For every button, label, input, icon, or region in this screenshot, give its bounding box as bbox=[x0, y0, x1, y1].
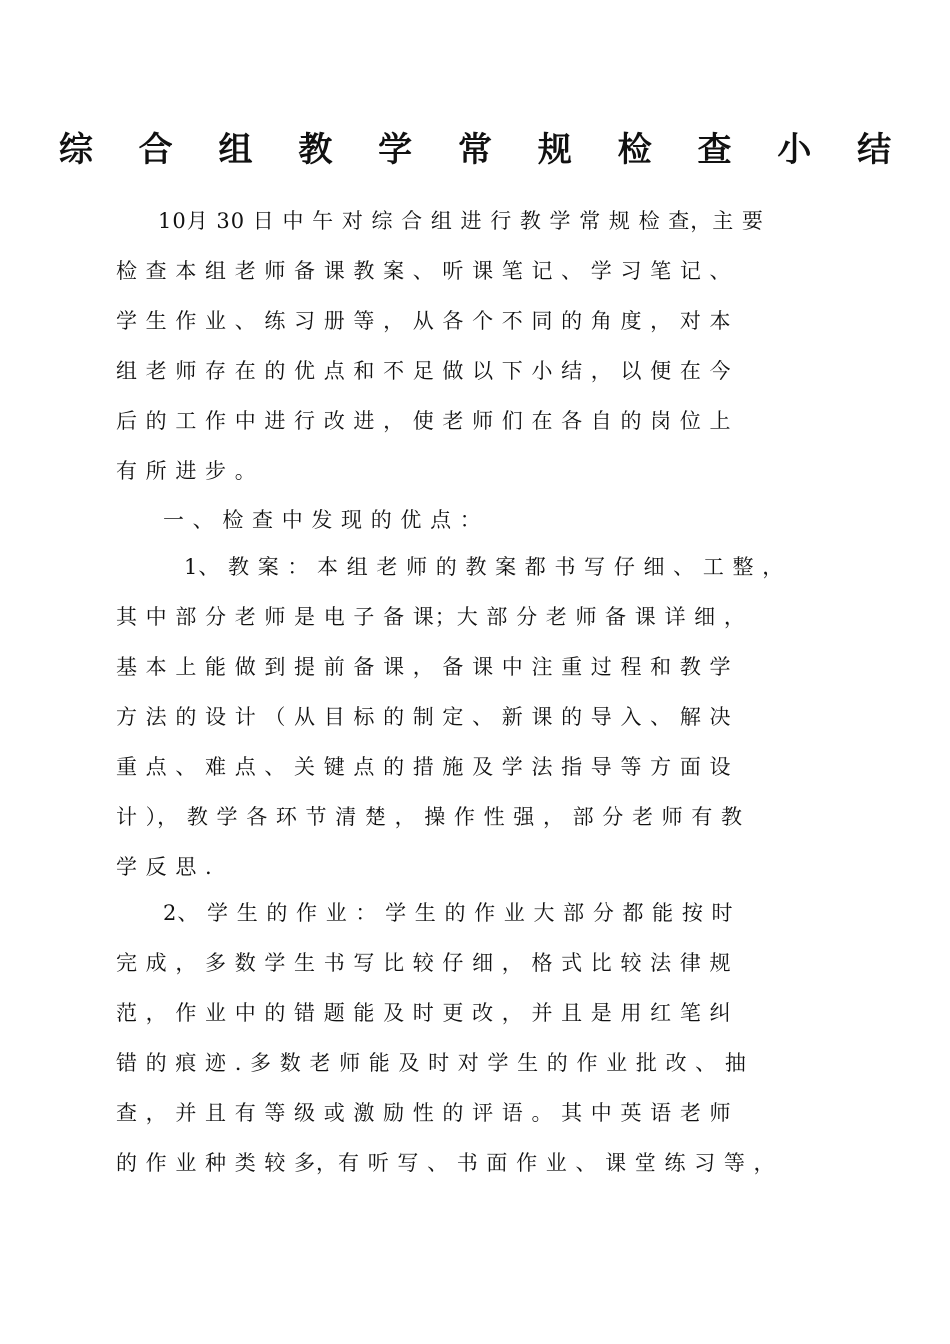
paragraph-line: 基 本 上 能 做 到 提 前 备 课 ， 备 课 中 注 重 过 程 和 教 学 bbox=[116, 655, 732, 679]
paragraph-line: 学 反 思 . bbox=[116, 855, 213, 879]
paragraph-line: 其 中 部 分 老 师 是 电 子 备 课；大 部 分 老 师 备 课 详 细 ， bbox=[116, 605, 746, 629]
paragraph-line: 完 成 ， 多 数 学 生 书 写 比 较 仔 细 ， 格 式 比 较 法 律 规 bbox=[116, 951, 732, 975]
paragraph-line: 错 的 痕 迹 . 多 数 老 师 能 及 时 对 学 生 的 作 业 批 改 、 抽 bbox=[116, 1051, 747, 1075]
paragraph-line: 检 查 本 组 老 师 备 课 教 案 、 听 课 笔 记 、 学 习 笔 记 、 bbox=[116, 259, 732, 283]
paragraph-line: 1、 教 案 ： 本 组 老 师 的 教 案 都 书 写 仔 细 、 工 整 ， bbox=[184, 555, 785, 579]
paragraph-line: 计 ）， 教 学 各 环 节 清 楚 ， 操 作 性 强 ， 部 分 老 师 有 教 bbox=[116, 805, 744, 829]
paragraph-line: 查 ， 并 且 有 等 级 或 激 励 性 的 评 语 。 其 中 英 语 老 师 bbox=[116, 1101, 732, 1125]
paragraph-line: 10月 30 日 中 午 对 综 合 组 进 行 教 学 常 规 检 查，主 要 bbox=[158, 209, 764, 233]
paragraph-line: 组 老 师 存 在 的 优 点 和 不 足 做 以 下 小 结 ， 以 便 在 今 bbox=[116, 359, 732, 383]
paragraph-line: 2、 学 生 的 作 业 ： 学 生 的 作 业 大 部 分 都 能 按 时 bbox=[163, 901, 734, 925]
paragraph-line: 范 ， 作 业 中 的 错 题 能 及 时 更 改 ， 并 且 是 用 红 笔 纠 bbox=[116, 1001, 732, 1025]
paragraph-line: 重 点 、 难 点 、 关 键 点 的 措 施 及 学 法 指 导 等 方 面 设 bbox=[116, 755, 732, 779]
paragraph-line: 的 作 业 种 类 较 多，有 听 写 、 书 面 作 业 、 课 堂 练 习 等 ， bbox=[116, 1151, 776, 1175]
document-title: 综 合 组 教 学 常 规 检 查 小 结 bbox=[58, 130, 909, 170]
paragraph-line: 方 法 的 设 计 （ 从 目 标 的 制 定 、 新 课 的 导 入 、 解 决 bbox=[116, 705, 732, 729]
paragraph-line: 学 生 作 业 、 练 习 册 等 ， 从 各 个 不 同 的 角 度 ， 对 本 bbox=[116, 309, 732, 333]
section-heading: 一 、 检 查 中 发 现 的 优 点 ： bbox=[163, 508, 482, 532]
paragraph-line: 有 所 进 步 。 bbox=[116, 459, 257, 483]
paragraph-line: 后 的 工 作 中 进 行 改 进 ， 使 老 师 们 在 各 自 的 岗 位 上 bbox=[116, 409, 732, 433]
